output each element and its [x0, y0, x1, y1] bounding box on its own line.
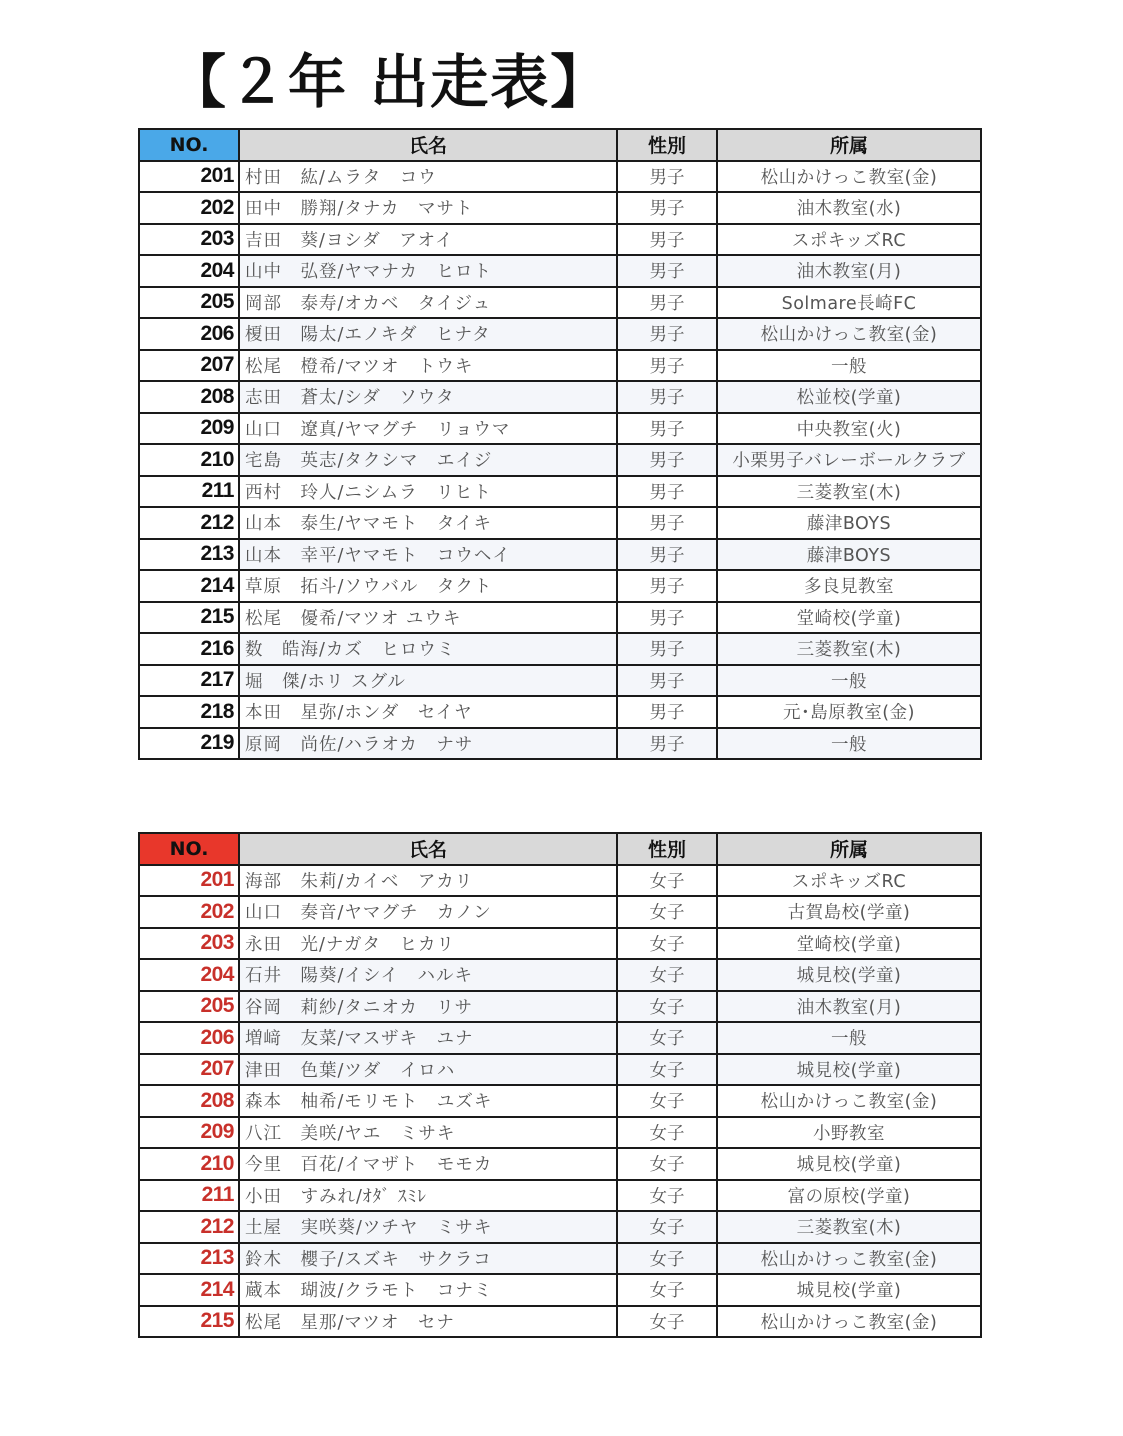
table-row: [139, 192, 981, 224]
runner-number: 214: [139, 570, 239, 602]
runner-name: 数 皓海/カズ ヒロウミ: [239, 633, 617, 665]
header-row: [139, 129, 981, 161]
runner-sex: 男子: [617, 507, 717, 539]
runner-name: 山口 遼真/ヤマグチ リョウマ: [239, 413, 617, 445]
table-row: [139, 1243, 981, 1275]
runner-number: 215: [139, 1306, 239, 1338]
runner-number: 213: [139, 1243, 239, 1275]
runner-affiliation: 城見校(学童): [717, 1054, 981, 1086]
runner-name: 八江 美咲/ヤエ ミサキ: [239, 1117, 617, 1149]
runner-name: 本田 星弥/ホンダ セイヤ: [239, 696, 617, 728]
runner-name: 松尾 橙希/マツオ トウキ: [239, 350, 617, 382]
runner-sex: 女子: [617, 896, 717, 928]
runner-affiliation: 一般: [717, 728, 981, 760]
table-row: [139, 665, 981, 697]
runner-affiliation: 小栗男子バレーボールクラブ: [717, 444, 981, 476]
table-row: [139, 1211, 981, 1243]
runner-name: 吉田 葵/ヨシダ アオイ: [239, 224, 617, 256]
table-row: [139, 287, 981, 319]
table-row: [139, 224, 981, 256]
runner-sex: 男子: [617, 444, 717, 476]
page-title: 【２年 出走表】: [168, 48, 611, 116]
runner-affiliation: 一般: [717, 350, 981, 382]
runner-sex: 男子: [617, 539, 717, 571]
table-row: [139, 381, 981, 413]
runner-affiliation: スポキッズRC: [717, 865, 981, 897]
runner-affiliation: 一般: [717, 665, 981, 697]
runner-sex: 男子: [617, 350, 717, 382]
runner-sex: 女子: [617, 1211, 717, 1243]
table-row: [139, 1085, 981, 1117]
runner-sex: 女子: [617, 959, 717, 991]
column-header-sex: 性別: [617, 833, 717, 865]
runner-sex: 男子: [617, 665, 717, 697]
runner-affiliation: 三菱教室(木): [717, 1211, 981, 1243]
runner-affiliation: 油木教室(月): [717, 255, 981, 287]
runner-name: 蔵本 瑚波/クラモト コナミ: [239, 1274, 617, 1306]
runner-affiliation: 三菱教室(木): [717, 476, 981, 508]
runner-name: 永田 光/ナガタ ヒカリ: [239, 928, 617, 960]
runner-sex: 男子: [617, 255, 717, 287]
runner-number: 204: [139, 959, 239, 991]
header-row: [139, 833, 981, 865]
runner-name: 松尾 優希/マツオ ユウキ: [239, 602, 617, 634]
column-header-affiliation: 所属: [717, 833, 981, 865]
girls-roster-table: [138, 832, 982, 1338]
runner-sex: 女子: [617, 1180, 717, 1212]
runner-sex: 男子: [617, 381, 717, 413]
runner-number: 210: [139, 1148, 239, 1180]
runner-name: 鈴木 櫻子/スズキ サクラコ: [239, 1243, 617, 1275]
runner-number: 208: [139, 1085, 239, 1117]
runner-affiliation: 松山かけっこ教室(金): [717, 1085, 981, 1117]
column-header-no: NO.: [139, 833, 239, 865]
table-row: [139, 896, 981, 928]
runner-name: 山本 幸平/ヤマモト コウヘイ: [239, 539, 617, 571]
table-row: [139, 602, 981, 634]
runner-number: 205: [139, 287, 239, 319]
table-row: [139, 1022, 981, 1054]
runner-number: 202: [139, 896, 239, 928]
runner-name: 森本 柚希/モリモト ユズキ: [239, 1085, 617, 1117]
runner-name: 土屋 実咲葵/ツチヤ ミサキ: [239, 1211, 617, 1243]
runner-number: 207: [139, 350, 239, 382]
runner-sex: 男子: [617, 161, 717, 193]
runner-sex: 女子: [617, 1085, 717, 1117]
runner-affiliation: Solmare長崎FC: [717, 287, 981, 319]
runner-affiliation: 油木教室(月): [717, 991, 981, 1023]
runner-number: 212: [139, 1211, 239, 1243]
runner-affiliation: 松山かけっこ教室(金): [717, 161, 981, 193]
runner-affiliation: 富の原校(学童): [717, 1180, 981, 1212]
runner-affiliation: 小野教室: [717, 1117, 981, 1149]
runner-name: 草原 拓斗/ソウバル タクト: [239, 570, 617, 602]
runner-name: 今里 百花/イマザト モモカ: [239, 1148, 617, 1180]
table-row: [139, 539, 981, 571]
runner-number: 213: [139, 539, 239, 571]
runner-affiliation: 城見校(学童): [717, 1148, 981, 1180]
table-row: [139, 1306, 981, 1338]
table-row: [139, 1180, 981, 1212]
runner-name: 宅島 英志/タクシマ エイジ: [239, 444, 617, 476]
runner-sex: 男子: [617, 413, 717, 445]
runner-name: 小田 すみれ/ｵﾀﾞ ｽﾐﾚ: [239, 1180, 617, 1212]
table-row: [139, 255, 981, 287]
runner-number: 218: [139, 696, 239, 728]
table-row: [139, 696, 981, 728]
runner-affiliation: 松山かけっこ教室(金): [717, 1243, 981, 1275]
table-row: [139, 1274, 981, 1306]
runner-affiliation: 古賀島校(学童): [717, 896, 981, 928]
runner-number: 209: [139, 413, 239, 445]
runner-number: 205: [139, 991, 239, 1023]
runner-number: 204: [139, 255, 239, 287]
runner-affiliation: 城見校(学童): [717, 959, 981, 991]
runner-name: 山口 奏音/ヤマグチ カノン: [239, 896, 617, 928]
runner-sex: 男子: [617, 570, 717, 602]
runner-number: 206: [139, 318, 239, 350]
runner-affiliation: 元･島原教室(金): [717, 696, 981, 728]
runner-sex: 女子: [617, 1117, 717, 1149]
column-header-name: 氏名: [239, 129, 617, 161]
table-row: [139, 991, 981, 1023]
table-row: [139, 928, 981, 960]
runner-affiliation: 油木教室(水): [717, 192, 981, 224]
runner-name: 村田 紘/ムラタ コウ: [239, 161, 617, 193]
runner-number: 206: [139, 1022, 239, 1054]
column-header-sex: 性別: [617, 129, 717, 161]
runner-name: 西村 玲人/ニシムラ リヒト: [239, 476, 617, 508]
runner-number: 201: [139, 161, 239, 193]
runner-number: 210: [139, 444, 239, 476]
runner-number: 203: [139, 928, 239, 960]
runner-name: 松尾 星那/マツオ セナ: [239, 1306, 617, 1338]
runner-number: 214: [139, 1274, 239, 1306]
runner-name: 山中 弘登/ヤマナカ ヒロト: [239, 255, 617, 287]
table-row: [139, 507, 981, 539]
table-row: [139, 350, 981, 382]
runner-affiliation: 松山かけっこ教室(金): [717, 1306, 981, 1338]
runner-name: 津田 色葉/ツダ イロハ: [239, 1054, 617, 1086]
runner-affiliation: 多良見教室: [717, 570, 981, 602]
runner-name: 志田 蒼太/シダ ソウタ: [239, 381, 617, 413]
table-row: [139, 959, 981, 991]
column-header-no: NO.: [139, 129, 239, 161]
runner-affiliation: 松山かけっこ教室(金): [717, 318, 981, 350]
runner-name: 石井 陽葵/イシイ ハルキ: [239, 959, 617, 991]
runner-number: 211: [139, 1180, 239, 1212]
runner-sex: 女子: [617, 1022, 717, 1054]
table-row: [139, 1054, 981, 1086]
runner-sex: 男子: [617, 633, 717, 665]
runner-number: 209: [139, 1117, 239, 1149]
column-header-name: 氏名: [239, 833, 617, 865]
girls-roster-body: [139, 865, 981, 1338]
table-row: [139, 570, 981, 602]
runner-number: 203: [139, 224, 239, 256]
runner-sex: 男子: [617, 318, 717, 350]
runner-affiliation: 堂崎校(学童): [717, 602, 981, 634]
runner-sex: 女子: [617, 928, 717, 960]
runner-sex: 男子: [617, 224, 717, 256]
boys-roster-table: [138, 128, 982, 760]
runner-number: 208: [139, 381, 239, 413]
runner-affiliation: 三菱教室(木): [717, 633, 981, 665]
runner-number: 216: [139, 633, 239, 665]
runner-name: 海部 朱莉/カイベ アカリ: [239, 865, 617, 897]
runner-number: 202: [139, 192, 239, 224]
runner-sex: 男子: [617, 192, 717, 224]
runner-number: 215: [139, 602, 239, 634]
runner-name: 谷岡 莉紗/タニオカ リサ: [239, 991, 617, 1023]
runner-sex: 女子: [617, 1148, 717, 1180]
table-row: [139, 444, 981, 476]
runner-sex: 男子: [617, 696, 717, 728]
runner-sex: 女子: [617, 1274, 717, 1306]
runner-name: 増﨑 友菜/マスザキ ユナ: [239, 1022, 617, 1054]
table-row: [139, 318, 981, 350]
table-row: [139, 633, 981, 665]
runner-affiliation: 城見校(学童): [717, 1274, 981, 1306]
runner-sex: 男子: [617, 476, 717, 508]
runner-affiliation: 一般: [717, 1022, 981, 1054]
table-row: [139, 161, 981, 193]
runner-sex: 女子: [617, 991, 717, 1023]
boys-roster-body: [139, 161, 981, 760]
runner-number: 207: [139, 1054, 239, 1086]
runner-sex: 男子: [617, 602, 717, 634]
table-row: [139, 413, 981, 445]
runner-affiliation: 藤津BOYS: [717, 539, 981, 571]
column-header-affiliation: 所属: [717, 129, 981, 161]
runner-name: 原岡 尚佐/ハラオカ ナサ: [239, 728, 617, 760]
runner-sex: 女子: [617, 1054, 717, 1086]
runner-name: 田中 勝翔/タナカ マサト: [239, 192, 617, 224]
runner-affiliation: 堂崎校(学童): [717, 928, 981, 960]
runner-number: 212: [139, 507, 239, 539]
runner-sex: 女子: [617, 1306, 717, 1338]
runner-affiliation: 藤津BOYS: [717, 507, 981, 539]
runner-sex: 男子: [617, 728, 717, 760]
runner-number: 201: [139, 865, 239, 897]
table-row: [139, 1117, 981, 1149]
runner-name: 岡部 泰寿/オカベ タイジュ: [239, 287, 617, 319]
runner-affiliation: 中央教室(火): [717, 413, 981, 445]
table-row: [139, 1148, 981, 1180]
runner-name: 堀 傑/ホリ スグル: [239, 665, 617, 697]
runner-affiliation: スポキッズRC: [717, 224, 981, 256]
runner-sex: 女子: [617, 865, 717, 897]
table-row: [139, 865, 981, 897]
table-row: [139, 728, 981, 760]
table-row: [139, 476, 981, 508]
runner-affiliation: 松並校(学童): [717, 381, 981, 413]
runner-name: 山本 泰生/ヤマモト タイキ: [239, 507, 617, 539]
runner-sex: 男子: [617, 287, 717, 319]
runner-name: 榎田 陽太/エノキダ ヒナタ: [239, 318, 617, 350]
runner-sex: 女子: [617, 1243, 717, 1275]
runner-number: 219: [139, 728, 239, 760]
runner-number: 211: [139, 476, 239, 508]
runner-number: 217: [139, 665, 239, 697]
